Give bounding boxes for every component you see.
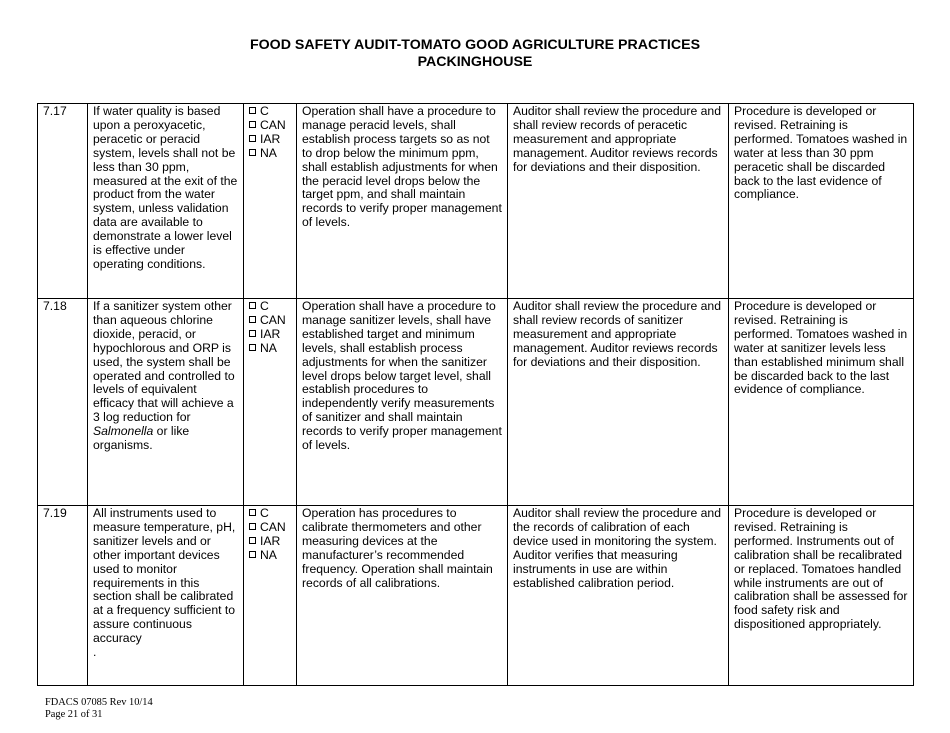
option-iar[interactable]: IAR — [249, 133, 291, 147]
operation-requirement: Operation shall have a procedure to manage sanitizer levels, shall have established target and minimum levels, shall establish process adjustments for when the sanitizer level drops below target level, shall establish procedures to independently verify measurements of sanitizer and shall maintain records to verify proper management of levels. — [297, 299, 508, 506]
option-c[interactable]: C — [249, 507, 291, 521]
requirement-text: All instruments used to measure temperature, pH, sanitizer levels and or other important devices used to monitor requirements in this section shall be calibrated at a frequency sufficient to assure continuous accuracy . — [88, 506, 244, 686]
auditor-verification: Auditor shall review the procedure and the records of calibration of each device used in monitoring the system. Auditor verifies that measuring instruments in use are within established calibration period. — [508, 506, 729, 686]
page-footer — [45, 697, 153, 721]
item-number: 7.18 — [38, 299, 88, 506]
table-row — [38, 104, 914, 299]
option-can[interactable]: CAN — [249, 119, 291, 133]
checkbox-icon[interactable] — [249, 149, 256, 156]
auditor-verification: Auditor shall review the procedure and shall review records of sanitizer measurement and appropriate management. Auditor reviews records for deviations and their disposition. — [508, 299, 729, 506]
audit-table — [37, 103, 914, 686]
organism-name: Salmonella — [93, 424, 154, 439]
checkbox-icon[interactable] — [249, 330, 256, 337]
item-number: 7.19 — [38, 506, 88, 686]
checkbox-icon[interactable] — [249, 107, 256, 114]
title-line-2: PACKINGHOUSE — [417, 54, 533, 70]
requirement-text: If a sanitizer system other than aqueous chlorine dioxide, peracid, or hypochlorous and ORP is used, the system shall be operated and controlled to levels of equivalent efficacy that will achieve a 3 log reduction for Salmonella or like organisms. — [88, 299, 244, 506]
checkbox-icon[interactable] — [249, 537, 256, 544]
checkbox-icon[interactable] — [249, 551, 256, 558]
compliance-options — [244, 299, 297, 506]
option-na[interactable]: NA — [249, 549, 291, 563]
auditor-verification: Auditor shall review the procedure and shall review records of peracetic measurement and appropriate management. Auditor reviews records for deviations and their disposition. — [508, 104, 729, 299]
checkbox-icon[interactable] — [249, 523, 256, 530]
table-row — [38, 299, 914, 506]
option-na[interactable]: NA — [249, 342, 291, 356]
table-row — [38, 506, 914, 686]
document-title — [0, 37, 950, 71]
corrective-action: Procedure is developed or revised. Retraining is performed. Tomatoes washed in water at sanitizer levels less than established minimum shall be discarded back to the last evidence of compliance. — [729, 299, 914, 506]
checkbox-icon[interactable] — [249, 344, 256, 351]
checkbox-icon[interactable] — [249, 121, 256, 128]
option-na[interactable]: NA — [249, 147, 291, 161]
checkbox-icon[interactable] — [249, 509, 256, 516]
checkbox-icon[interactable] — [249, 302, 256, 309]
option-can[interactable]: CAN — [249, 521, 291, 535]
title-line-1: FOOD SAFETY AUDIT-TOMATO GOOD AGRICULTURE PRACTICES — [249, 37, 701, 53]
option-c[interactable]: C — [249, 300, 291, 314]
checkbox-icon[interactable] — [249, 135, 256, 142]
option-c[interactable]: C — [249, 105, 291, 119]
option-can[interactable]: CAN — [249, 314, 291, 328]
corrective-action: Procedure is developed or revised. Retraining is performed. Instruments out of calibration shall be recalibrated or replaced. Tomatoes handled while instruments are out of calibration shall be assessed for food safety risk and dispositioned appropriately. — [729, 506, 914, 686]
operation-requirement: Operation shall have a procedure to manage peracid levels, shall establish process targets so as not to drop below the minimum ppm, shall establish adjustments for when the peracid level drops below the target ppm, and shall maintain records to verify proper management of levels. — [297, 104, 508, 299]
option-iar[interactable]: IAR — [249, 535, 291, 549]
option-iar[interactable]: IAR — [249, 328, 291, 342]
operation-requirement: Operation has procedures to calibrate thermometers and other measuring devices at the manufacturer’s recommended frequency. Operation shall maintain records of all calibrations. — [297, 506, 508, 686]
form-id: FDACS 07085 Rev 10/14 — [45, 697, 153, 708]
item-number: 7.17 — [38, 104, 88, 299]
requirement-text: If water quality is based upon a peroxyacetic, peracetic or peracid system, levels shall not be less than 30 ppm, measured at the exit of the product from the water system, unless validation data are available to demonstrate a lower level is effective under operating conditions. — [88, 104, 244, 299]
compliance-options — [244, 104, 297, 299]
page-number: Page 21 of 31 — [45, 709, 103, 720]
checkbox-icon[interactable] — [249, 316, 256, 323]
compliance-options — [244, 506, 297, 686]
corrective-action: Procedure is developed or revised. Retraining is performed. Tomatoes washed in water at less than 30 ppm peracetic shall be discarded back to the last evidence of compliance. — [729, 104, 914, 299]
